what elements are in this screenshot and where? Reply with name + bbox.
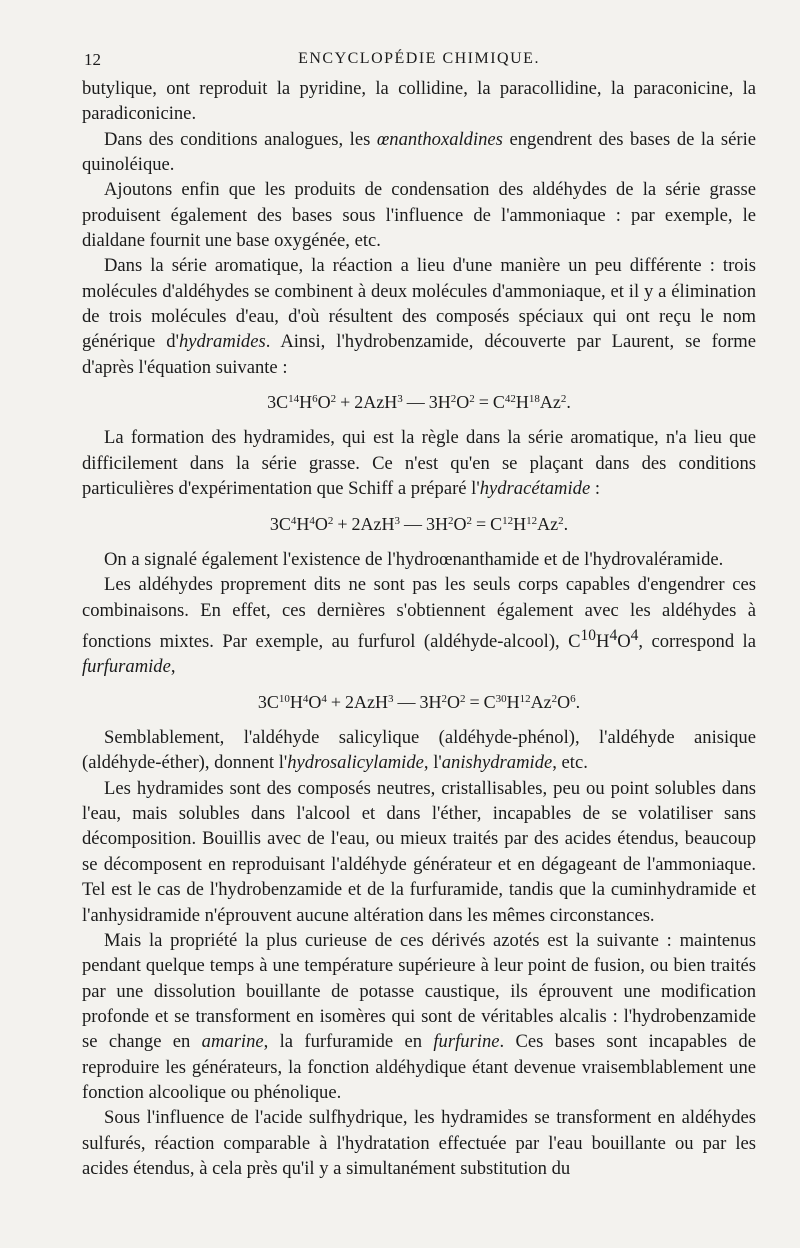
formula-index: 42 [504,393,516,406]
formula-index: 14 [288,393,300,406]
text-run: , etc. [552,752,588,774]
italic-term: amarine [201,1031,264,1053]
formula-index: 30 [495,692,507,705]
text-run: 3C [257,691,279,712]
text-run: O [453,513,467,534]
text-run: H [289,691,303,712]
formula-index: 4 [609,626,618,644]
formula-index: 3 [388,692,394,705]
formula-index: 2 [330,393,337,406]
text-run: 3C [269,513,291,534]
text-run: 2AzH [351,513,395,534]
text-run: C [492,392,505,413]
text-run: 3C [267,392,289,413]
formula-index: 12 [502,514,514,527]
formula-index: 2 [460,692,466,705]
paragraph [82,127,756,178]
formula-index: 3 [394,514,400,527]
text-run: Les aldéhydes proprement dits ne sont pas les seuls corps capables d'engendrer ces combinaisons. En effet, ces dernières s'obtiennent également avec les aldéhydes à fonctions mixtes. Par exemple, au furfurol (aldéhyde-alcool), C [82,574,756,653]
italic-term: hydramides [178,331,266,353]
paragraph: Ajoutons enfin que les produits de condensation des aldéhydes de la série grasse produisent également des bases sous l'influence de l'ammoniaque : par exemple, le dialdane fournit une base oxygénée, etc. [82,179,756,252]
formula-operator: = [469,691,480,712]
formula-operator: — [397,691,416,712]
paragraph: Sous l'influence de l'acide sulfhydrique, les hydramides se transforment en aldéhydes sulfurés, réaction comparable à l'hydratation effectuée par l'eau bouillante ou par les acides étendus, à cela près qu'il y a simultanément substitution du [82,1107,756,1179]
text-run: Az [530,691,552,712]
formula-index: 12 [519,692,531,705]
italic-term: hydrosalicylamide [287,752,424,774]
text-run: H [596,631,610,653]
text-run: O [617,631,631,653]
formula-index: 4 [309,514,315,527]
paragraph [82,253,756,380]
text-run: La formation des hydramides, qui est la règle dans la série aromatique, n'a lieu que difficilement dans la série grasse. Ce n'est qu'en se plaçant dans des conditions particulières d'expérimentation que Schiff a préparé l' [82,427,756,500]
text-run: engendrent des bases de la série quinoléique. [82,128,756,176]
text-run: O [557,691,571,712]
text-run: . Ces bases sont incapables de reproduire les générateurs, la fonction aldéhydique étant devenue vraisemblablement une fonction alcoolique ou phénolique. [82,1031,756,1103]
text-run: 3H [419,691,442,712]
paragraph [82,572,756,680]
text-run: O [317,392,331,413]
body-text [82,76,756,1181]
text-run: , correspond la [638,631,756,653]
text-run: Az [537,513,559,534]
formula-operator: + [337,513,348,534]
text-run: , [170,656,176,678]
formula-index: 2 [469,393,475,406]
formula-operator: + [330,691,341,712]
text-run: O [456,392,470,413]
text-run: H [513,513,527,534]
formula-operator: — [404,513,422,534]
text-run: Dans la série aromatique, la réaction a lieu d'une manière un peu différente : trois molécules d'aldéhydes se combinent à deux molécules d'ammoniaque, et il y a élimination de trois molécules d'eau, d'où résultent des composés spéciaux qui ont reçu le nom générique d' [82,255,756,353]
formula-operator: = [476,513,487,534]
text-run: 2AzH [345,691,388,712]
chemical-equation [82,512,756,537]
text-run: Mais la propriété la plus curieuse de ces dérivés azotés est la suivante : maintenus pendant quelque temps à une température supérieure à leur point de fusion, ou bien traités par une dissolution bouillante de potasse caustique, ils éprouvent une modification profonde et se transforment en isomères qui sont de véritables alcalis : l'hydrobenzamide se change en [82,929,756,1053]
formula-operator: + [340,392,351,413]
text-run: . Ainsi, l'hydrobenzamide, découverte par Laurent, se forme d'après l'équation suivante : [82,331,756,378]
text-run: H [515,392,529,413]
formula-index: 3 [397,393,403,406]
text-run: . [563,513,569,534]
paragraph [82,928,756,1105]
text-run: . [566,392,571,413]
italic-term: œnanthoxaldines [376,128,503,150]
text-run: O [308,691,322,712]
formula-index: 2 [558,514,564,527]
chemical-equation [82,690,756,715]
page-number: 12 [84,50,101,69]
italic-term: furfurine [433,1031,500,1053]
text-run: 2AzH [354,392,398,413]
paragraph [82,425,756,501]
text-run: C [483,691,496,712]
formula-index: 4 [630,626,639,644]
running-title: ENCYCLOPÉDIE CHIMIQUE. [298,50,540,67]
chemical-equation [82,390,756,415]
formula-index: 6 [312,393,318,406]
text-run: 3H [428,392,451,413]
formula-index: 4 [321,692,327,705]
formula-index: 10 [580,626,597,644]
text-run: : [590,478,601,500]
paragraph: Les hydramides sont des composés neutres, cristallisables, peu ou point solubles dans l'eau, mais solubles dans l'alcool et dans l'éther, incapables de se volatiliser sans décomposition. Bouillis avec de l'eau, ou mieux traités par des acides étendus, beaucoup se décomposent en reproduisant l'aldéhyde générateur et en dégageant de l'ammoniaque. Tel est le cas de l'hydrobenzamide et de la furfuramide, tandis que la cuminhydramide et l'anhysidramide n'éprouvent aucune altération dans les mêmes circonstances. [82,777,756,926]
page-header [82,44,756,68]
formula-index: 2 [327,514,334,527]
text-run: Semblablement, l'aldéhyde salicylique (aldéhyde-phénol), l'aldéhyde anisique (aldéhyde-éther), donnent l' [82,727,756,774]
formula-index: 4 [302,692,309,705]
formula-index: 2 [551,692,558,705]
text-run: 3H [426,513,448,534]
formula-index: 18 [528,393,540,406]
italic-term: hydracétamide [479,478,591,500]
italic-term: furfuramide [82,656,171,678]
formula-index: 2 [441,692,447,705]
formula-index: 2 [450,393,457,406]
formula-index: 10 [278,692,290,705]
text-run: O [314,513,328,534]
formula-operator: — [406,392,425,413]
text-run: O [447,691,460,712]
italic-term: anishydramide [441,752,553,774]
paragraph: butylique, ont reproduit la pyridine, la collidine, la paracollidine, la paraconicine, la paradiconicine. [82,78,756,125]
text-run: H [299,392,313,413]
text-run: H [506,691,520,712]
paragraph [82,725,756,776]
paragraph: On a signalé également l'existence de l'hydroœnanthamide et de l'hydrovaléramide. [104,548,724,570]
formula-index: 12 [526,514,538,527]
text-run: Az [539,392,561,413]
formula-index: 4 [290,514,297,527]
formula-operator: = [478,392,489,413]
text-run: . [575,691,581,712]
text-run: , la furfuramide en [263,1031,434,1053]
text-run: C [490,513,503,534]
text-run: H [296,513,310,534]
formula-index: 2 [560,393,567,406]
text-run: Dans des conditions analogues, les [104,128,377,150]
formula-index: 2 [466,514,472,527]
formula-index: 2 [448,514,454,527]
text-run: , l' [423,752,442,774]
formula-index: 6 [570,692,576,705]
